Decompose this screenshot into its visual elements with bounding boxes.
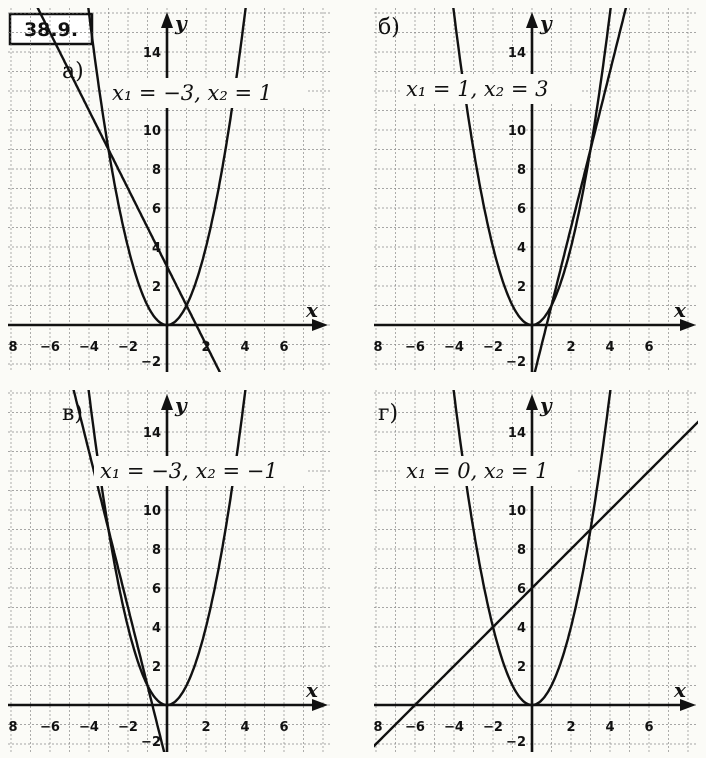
y-tick-label: 2 bbox=[516, 280, 526, 295]
graph-panel-1 bbox=[0, 0, 343, 618]
x-axis-label: x bbox=[306, 298, 318, 322]
y-tick-label: 2 bbox=[151, 660, 161, 675]
grid bbox=[8, 8, 330, 372]
x-axis-label: x bbox=[674, 298, 686, 322]
y-tick-label: 14 bbox=[142, 46, 161, 61]
x-tick-label: 6 bbox=[279, 340, 289, 355]
x-tick-label: 4 bbox=[605, 340, 615, 355]
y-tick-label: 10 bbox=[507, 124, 526, 139]
y-axis-arrow bbox=[161, 394, 173, 410]
x-tick-label: −6 bbox=[40, 340, 60, 355]
y-axis-arrow bbox=[526, 394, 538, 410]
problem-number: 38.9. bbox=[23, 19, 79, 41]
x-tick-label: 2 bbox=[201, 720, 211, 735]
x-tick-label: −4 bbox=[79, 340, 99, 355]
y-tick-label: 14 bbox=[142, 426, 161, 441]
panel-label: г) bbox=[378, 401, 399, 426]
y-tick-label: 4 bbox=[516, 621, 526, 636]
x-tick-label: 2 bbox=[566, 340, 576, 355]
y-tick-label: 4 bbox=[151, 621, 161, 636]
x-tick-label: 2 bbox=[566, 720, 576, 735]
y-tick-label: 14 bbox=[507, 426, 526, 441]
y-tick-label: 6 bbox=[151, 582, 161, 597]
y-tick-label: 10 bbox=[142, 124, 161, 139]
y-tick-label-negative: −2 bbox=[506, 355, 526, 370]
x-tick-label: −6 bbox=[40, 720, 60, 735]
y-tick-label: 8 bbox=[516, 543, 526, 558]
y-tick-label: 2 bbox=[516, 660, 526, 675]
graph-panel-3 bbox=[0, 0, 343, 758]
y-tick-label: 8 bbox=[151, 163, 161, 178]
y-tick-label: 8 bbox=[516, 163, 526, 178]
x-tick-label: 8 bbox=[373, 340, 383, 355]
y-axis-label: y bbox=[175, 11, 187, 35]
y-tick-label-negative: −2 bbox=[506, 735, 526, 750]
y-axis-label: y bbox=[540, 393, 552, 417]
x-axis-label: x bbox=[306, 678, 318, 702]
x-tick-label: 8 bbox=[373, 720, 383, 735]
problem-number-badge bbox=[10, 14, 92, 44]
panel-label: а) bbox=[62, 59, 84, 84]
y-tick-label: 6 bbox=[151, 202, 161, 217]
solution-text: x₁ = 1, x₂ = 3 bbox=[406, 77, 549, 101]
x-tick-label: −2 bbox=[483, 340, 503, 355]
y-tick-label: 6 bbox=[516, 202, 526, 217]
y-axis-arrow bbox=[526, 12, 538, 28]
x-tick-label: −6 bbox=[405, 340, 425, 355]
x-tick-label: 4 bbox=[240, 340, 250, 355]
x-tick-label: 6 bbox=[644, 340, 654, 355]
y-axis-label: y bbox=[540, 11, 552, 35]
y-tick-label: 10 bbox=[507, 504, 526, 519]
x-tick-label: −2 bbox=[483, 720, 503, 735]
y-axis-label: y bbox=[175, 393, 187, 417]
solution-text: x₁ = −3, x₂ = −1 bbox=[100, 459, 278, 483]
x-tick-label: 2 bbox=[201, 340, 211, 355]
x-tick-label: 4 bbox=[605, 720, 615, 735]
x-tick-label: 8 bbox=[8, 340, 18, 355]
y-tick-label-negative: −2 bbox=[141, 735, 161, 750]
y-tick-label: 4 bbox=[151, 241, 161, 256]
x-tick-label: −2 bbox=[118, 340, 138, 355]
x-tick-label: −4 bbox=[444, 720, 464, 735]
y-tick-label: 14 bbox=[507, 46, 526, 61]
x-tick-label: −4 bbox=[444, 340, 464, 355]
y-tick-label: 2 bbox=[151, 280, 161, 295]
solution-text: x₁ = −3, x₂ = 1 bbox=[112, 81, 273, 105]
grid bbox=[8, 390, 330, 752]
y-axis-arrow bbox=[161, 12, 173, 28]
y-tick-label: 4 bbox=[516, 241, 526, 256]
grid bbox=[374, 8, 698, 372]
panel-label: в) bbox=[62, 401, 83, 426]
x-tick-label: −4 bbox=[79, 720, 99, 735]
panel-label: б) bbox=[378, 15, 400, 40]
curves bbox=[0, 0, 343, 758]
y-tick-label-negative: −2 bbox=[141, 355, 161, 370]
solution-text: x₁ = 0, x₂ = 1 bbox=[406, 459, 549, 483]
y-tick-label: 6 bbox=[516, 582, 526, 597]
x-tick-label: −6 bbox=[405, 720, 425, 735]
x-tick-label: 8 bbox=[8, 720, 18, 735]
x-tick-label: 6 bbox=[279, 720, 289, 735]
x-tick-label: 6 bbox=[644, 720, 654, 735]
x-tick-label: 4 bbox=[240, 720, 250, 735]
x-axis-label: x bbox=[674, 678, 686, 702]
x-tick-label: −2 bbox=[118, 720, 138, 735]
y-tick-label: 8 bbox=[151, 543, 161, 558]
y-tick-label: 10 bbox=[142, 504, 161, 519]
